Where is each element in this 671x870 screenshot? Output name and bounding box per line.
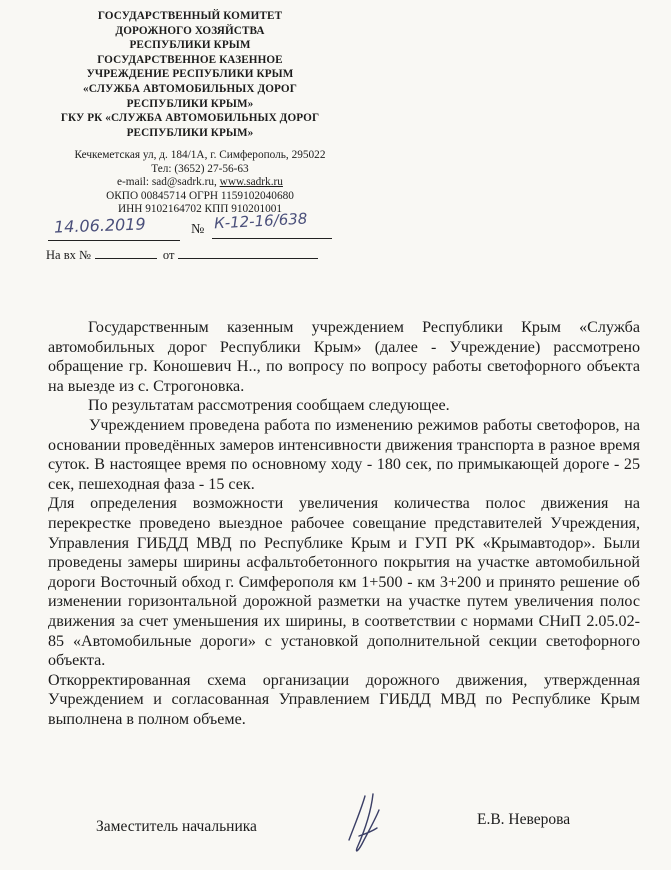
signature-icon <box>335 790 395 865</box>
incoming-label: На вх № <box>46 248 91 262</box>
date-underline <box>48 240 180 241</box>
org-line: УЧРЕЖДЕНИЕ РЕСПУБЛИКИ КРЫМ <box>86 68 294 81</box>
email: e-mail: sad@sadrk.ru, <box>117 176 220 189</box>
number-underline <box>212 238 332 239</box>
contact-block <box>50 149 350 217</box>
incoming-date-blank <box>178 248 318 259</box>
phone: Тел: (3652) 27-56-63 <box>151 162 249 175</box>
website-link[interactable]: www.sadrk.ru <box>219 176 283 189</box>
signatory-title: Заместитель начальника <box>96 818 257 835</box>
paragraph: Откорректированная схема организации дорожного движения, утвержденная Учреждением и согласованная Управлением ГИБДД МВД по Республике Крым выполнена в полном объеме. <box>48 671 640 728</box>
org-line: РЕСПУБЛИКИ КРЫМ <box>129 39 251 52</box>
letter-body <box>48 318 640 729</box>
paragraph: По результатам рассмотрения сообщаем следующее. <box>88 397 450 415</box>
number-label: № <box>191 222 205 237</box>
org-line: «СЛУЖБА АВТОМОБИЛЬНЫХ ДОРОГ <box>83 82 297 95</box>
signatory-name: Е.В. Неверова <box>477 811 571 828</box>
handwritten-signature <box>335 790 395 865</box>
org-line: ГОСУДАРСТВЕННОЕ КАЗЕННОЕ <box>97 53 283 66</box>
org-line: ГКУ РК «СЛУЖБА АВТОМОБИЛЬНЫХ ДОРОГ <box>60 112 320 125</box>
organization-header <box>40 9 340 140</box>
org-line: ГОСУДАРСТВЕННЫЙ КОМИТЕТ <box>97 10 283 22</box>
inn-kpp: ИНН 9102164702 КПП 910201001 <box>117 203 283 216</box>
outgoing-date: 14.06.2019 <box>53 214 146 237</box>
incoming-reference <box>46 248 318 263</box>
org-line: РЕСПУБЛИКИ КРЫМ» <box>126 126 254 139</box>
org-line: РЕСПУБЛИКИ КРЫМ» <box>126 97 254 110</box>
paragraph: Для определения возможности увеличения количества полос движения на перекрестке проведено выездное рабочее совещание представителей Учреждения, Управления ГИБДД МВД по Республике Крым и ГУП РК «Крымавтодор». Были проведены замеры ширины асфальтобетонного покрытия на участке автомобильной дороги Восточный обход г. Симферополя км 1+500 - км 3+200 и принято решение об изменении горизонтальной дорожной разметки на участке путем увеличения полос движения за счет уменьшения их ширины, в соответствии с нормами СНиП 2.05.02-85 «Автомобильные дороги» с установкой дополнительной секции светофорного объекта. <box>48 495 640 670</box>
email-line <box>50 176 350 190</box>
paragraph: Учреждением проведена работа по изменению режимов работы светофоров, на основании проведённых замеров интенсивности движения транспорта в разное время суток. В настоящее время по основному ходу - 180 сек, по примыкающей дороге - 25 сек, пешеходная фаза - 15 сек. <box>48 416 640 493</box>
okpo-ogrn: ОКПО 00845714 ОГРН 1159102040680 <box>106 189 294 202</box>
outgoing-number: К-12-16/638 <box>213 209 308 233</box>
incoming-from-label: от <box>162 248 175 262</box>
address: Кечкеметская ул, д. 184/1А, г. Симферополь, 295022 <box>74 149 326 161</box>
paragraph: Государственным казенным учреждением Республики Крым «Служба автомобильных дорог Республики Крым» (далее - Учреждение) рассмотрено обращение гр. Коношевич Н.., по вопросу по вопросу работы светофорного объекта на выезде из с. Строгоновка. <box>48 319 640 395</box>
incoming-number-blank <box>95 248 157 259</box>
org-line: ДОРОЖНОГО ХОЗЯЙСТВА <box>115 24 265 37</box>
